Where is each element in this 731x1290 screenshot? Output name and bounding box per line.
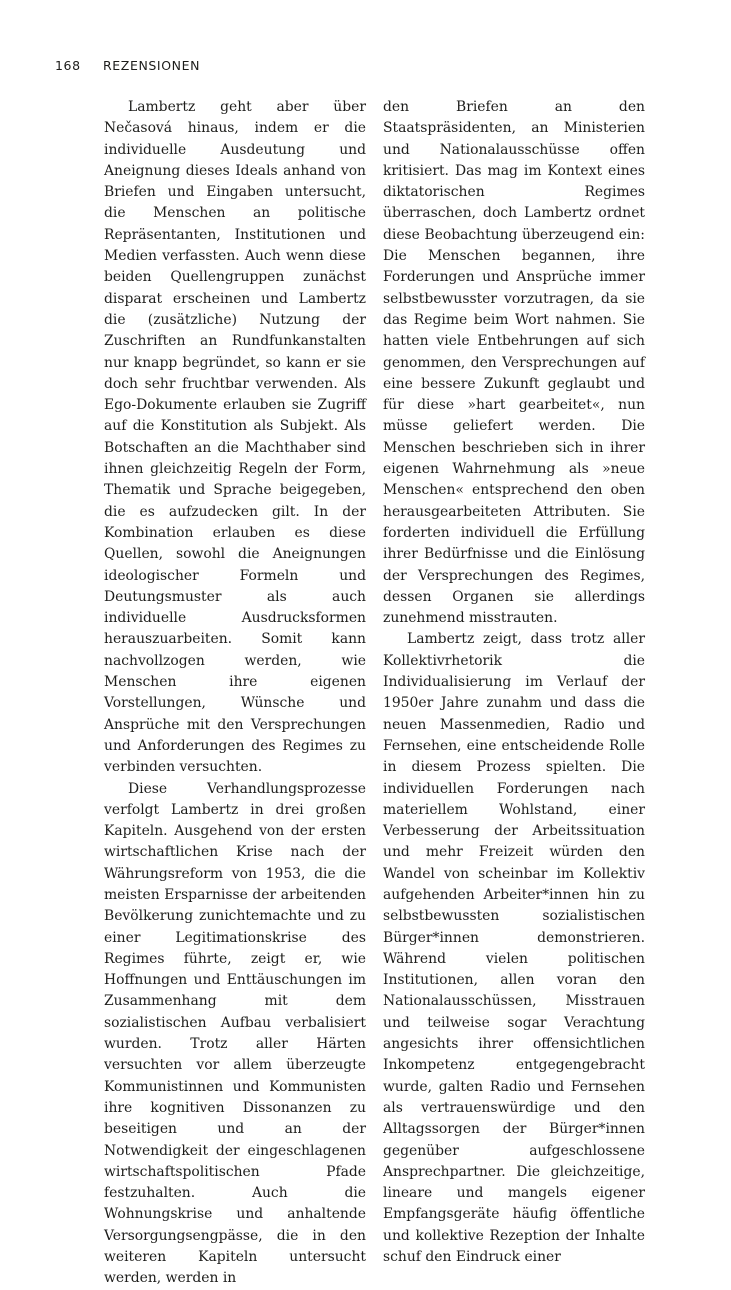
right-text-column bbox=[383, 97, 645, 1268]
body-paragraph: Diese Verhandlungsprozesse verfolgt Lambertz in drei großen Kapiteln. Ausgehend von der ersten wirtschaftlichen Krise nach der Währungsreform von 1953, die die meisten Ersparnisse der arbeitenden Bevölkerung zunichtemachte und zu einer Legitimationskrise des Regimes führte, zeigt er, wie Hoffnungen und Enttäuschungen im Zusammenhang mit dem sozialistischen Aufbau verbalisiert wurden. Trotz aller Härten versuchten vor allem überzeugte Kommunistinnen und Kommunisten ihre kognitiven Dissonanzen zu beseitigen und an der Notwendigkeit der eingeschlagenen wirtschaftspolitischen Pfade festzuhalten. Auch die Wohnungskrise und anhaltende Versorgungsengpässe, die in den weiteren Kapiteln untersucht werden, werden in bbox=[104, 780, 366, 1287]
section-title: REZENSIONEN bbox=[103, 58, 201, 73]
left-text-column bbox=[104, 97, 366, 1290]
body-paragraph: Lambertz geht aber über Nečasová hinaus, indem er die individuelle Ausdeutung und Aneignung dieses Ideals anhand von Briefen und Eingaben untersucht, die Menschen an politische Repräsentanten, Institutionen und Medien verfassten. Auch wenn diese beiden Quellengruppen zunächst disparat erscheinen und Lambertz die (zusätzliche) Nutzung der Zuschriften an Rundfunkanstalten nur knapp begründet, so kann er sie doch sehr fruchtbar verwenden. Als Ego-Dokumente erlauben sie Zugriff auf die Konstitution als Subjekt. Als Botschaften an die Machthaber sind ihnen gleichzeitig Regeln der Form, Thematik und Sprache beigegeben, die es aufzudecken gilt. In der Kombination erlauben es diese Quellen, sowohl die Aneignungen ideologischer Formeln und Deutungsmuster als auch individuelle Ausdrucksformen herauszuarbeiten. Somit kann nachvollzogen werden, wie Menschen ihre eigenen Vorstellungen, Wünsche und Ansprüche mit den Versprechungen und Anforderungen des Regimes zu verbinden versuchten. bbox=[104, 99, 366, 776]
body-paragraph: den Briefen an den Staatspräsidenten, an Ministerien und Nationalausschüsse offen kritisiert. Das mag im Kontext eines diktatorischen Regimes überraschen, doch Lambertz ordnet diese Beobachtung überzeugend ein: Die Menschen begannen, ihre Forderungen und Ansprüche immer selbstbewusster vorzutragen, da sie das Regime beim Wort nahmen. Sie hatten viele Entbehrungen auf sich genommen, den Versprechungen auf eine bessere Zukunft geglaubt und für diese »hart gearbeitet«, nun müsse geliefert werden. Die Menschen beschrieben sich in ihrer eigenen Wahrnehmung als »neue Menschen« entsprechend den oben herausgearbeiteten Attributen. Sie forderten individuell die Erfüllung ihrer Bedürfnisse und die Einlösung der Versprechungen des Regimes, dessen Organen sie allerdings zunehmend misstrauten. bbox=[383, 99, 645, 627]
page-number: 168 bbox=[55, 58, 81, 73]
body-paragraph: Lambertz zeigt, dass trotz aller Kollektivrhetorik die Individualisierung im Verlauf der 1950er Jahre zunahm und dass die neuen Massenmedien, Radio und Fernsehen, eine entscheidende Rolle in diesem Prozess spielten. Die individuellen Forderungen nach materiellem Wohlstand, einer Verbesserung der Arbeitssituation und mehr Freizeit würden den Wandel von scheinbar im Kollektiv aufgehenden Arbeiter*innen hin zu selbstbewussten sozialistischen Bürger*innen demonstrieren. Während vielen politischen Institutionen, allen voran den Nationalausschüssen, Misstrauen und teilweise sogar Verachtung angesichts ihrer offensichtlichen Inkompetenz entgegengebracht wurde, galten Radio und Fernsehen als vertrauenswürdige und den Alltagssorgen der Bürger*innen gegenüber aufgeschlossene Ansprechpartner. Die gleichzeitige, lineare und mangels eigener Empfangsgeräte häufig öffentliche und kollektive Rezeption der Inhalte schuf den Eindruck einer bbox=[383, 631, 645, 1266]
running-head bbox=[55, 58, 200, 73]
